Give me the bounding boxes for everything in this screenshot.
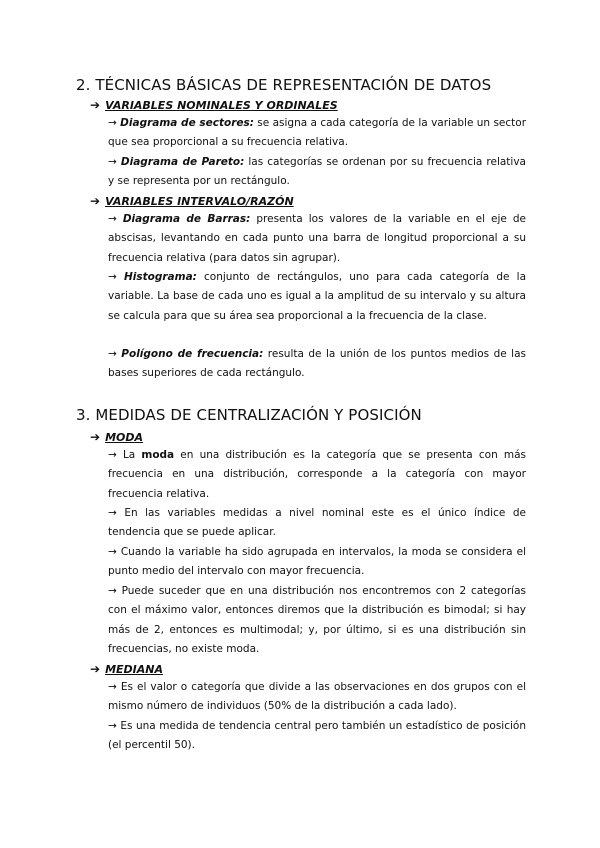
definition: resulta de la unión de los puntos medios de las bases superiores de cada rectángulo. <box>108 348 526 380</box>
term: Diagrama de Barras: <box>122 213 251 225</box>
definition: se asigna a cada categoría de la variable un sector que sea proporcional a su frecuencia relativa. <box>108 117 527 149</box>
lead-text: → La <box>108 449 142 461</box>
arrow-bullet-icon: ➔ <box>90 430 101 444</box>
paragraph-poligono-frecuencia <box>108 345 526 384</box>
subheading-text: MEDIANA <box>105 663 163 676</box>
paragraph-diagrama-pareto <box>108 153 526 192</box>
paragraph-diagrama-sectores <box>108 114 526 153</box>
arrow-bullet-icon: ➔ <box>90 662 101 676</box>
subheading-intervalo-razon <box>90 194 294 208</box>
paragraph-moda-bimodal: → Puede suceder que en una distribución nos encontremos con 2 categorías con el máximo valor, entonces diremos que la distribución es bimodal; si hay más de 2, entonces es multimodal; y, por último, si es una distribución sin frecuencias, no existe moda. <box>108 585 526 656</box>
definition: las categorías se ordenan por su frecuencia relativa y se representa por un rectángulo. <box>108 156 526 188</box>
subheading-moda <box>90 430 143 444</box>
arrow-bullet-icon: ➔ <box>90 194 101 208</box>
arrow-bullet-icon: ➔ <box>90 98 101 112</box>
paragraph-moda-nominal: → En las variables medidas a nivel nominal este es el único índice de tendencia que se puede aplicar. <box>108 507 526 539</box>
term: Polígono de frecuencia: <box>121 348 264 360</box>
subheading-text: VARIABLES NOMINALES Y ORDINALES <box>105 99 338 112</box>
section-3-title: 3. MEDIDAS DE CENTRALIZACIÓN Y POSICIÓN <box>76 406 422 424</box>
paragraph-moda-definicion <box>108 446 526 504</box>
subheading-nominal-ordinal <box>90 98 338 112</box>
arrow-icon: → <box>108 213 117 225</box>
term: Diagrama de Pareto: <box>120 156 245 168</box>
arrow-icon: → <box>108 156 117 168</box>
paragraph-mediana-definicion: → Es el valor o categoría que divide a las observaciones en dos grupos con el mismo número de individuos (50% de la distribución a cada lado). <box>108 681 526 713</box>
subheading-text: VARIABLES INTERVALO/RAZÓN <box>105 195 294 208</box>
paragraph-histograma <box>108 268 526 326</box>
subheading-text: MODA <box>105 431 144 444</box>
arrow-icon: → <box>108 117 117 129</box>
paragraph-mediana-posicion: → Es una medida de tendencia central pero también un estadístico de posición (el percentil 50). <box>108 720 526 752</box>
paragraph-diagrama-barras <box>108 210 526 268</box>
subheading-mediana <box>90 662 163 676</box>
paragraph-moda-intervalos: → Cuando la variable ha sido agrupada en intervalos, la moda se considera el punto medio del intervalo con mayor frecuencia. <box>108 546 526 578</box>
term: Histograma: <box>123 271 197 283</box>
arrow-icon: → <box>108 271 117 283</box>
definition: conjunto de rectángulos, uno para cada categoría de la variable. La base de cada uno es igual a la amplitud de su intervalo y su altura se calcula para que su área sea proporcional a la frecuencia de la clase. <box>108 271 526 322</box>
arrow-icon: → <box>108 348 117 360</box>
term: moda <box>141 449 175 461</box>
term: Diagrama de sectores: <box>120 117 254 129</box>
section-2-title: 2. TÉCNICAS BÁSICAS DE REPRESENTACIÓN DE DATOS <box>76 76 492 94</box>
definition: presenta los valores de la variable en el eje de abscisas, levantando en cada punto una barra de longitud proporcional a su frecuencia relativa (para datos sin agrupar). <box>108 213 526 264</box>
definition: en una distribución es la categoría que se presenta con más frecuencia en una distribución, corresponde a la categoría con mayor frecuencia relativa. <box>108 449 526 500</box>
